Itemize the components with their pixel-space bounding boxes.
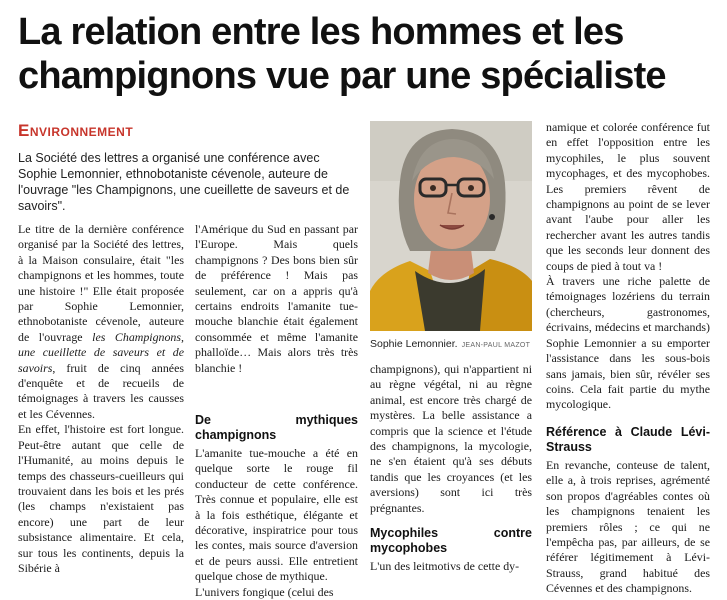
column-4 [546, 120, 710, 413]
subheading: Référence à Claude Lévi-Strauss [546, 425, 710, 454]
column-2 [195, 222, 358, 376]
article-headline: La relation entre les hommes et les champignons vue par une spécialiste [18, 11, 666, 97]
paragraph: champignons), qui n'appartient ni au règne végétal, ni au règne animal, est encore très chargé de mystères. La belle assistance a compris que la science et l'étude des champignons, la mycologie, ne s'en étaient qu'à ses débuts tandis que les croyances (et les aversions) sont ici très prégnantes. [370, 362, 532, 515]
paragraph: L'un des leitmotivs de cette dy- [370, 559, 520, 574]
column-4-section [546, 425, 710, 597]
column-2-section [195, 413, 358, 600]
article-lead: La Société des lettres a organisé une conférence avec Sophie Lemonnier, ethnobotaniste cévenole, auteure de l'ouvrage "les Champignons, une cueillette de saveurs et de savoirs". [18, 151, 350, 213]
portrait-photo [370, 121, 532, 331]
paragraph: namique et colorée conférence fut en effet l'opposition entre les mycophiles, le plus souvent mycophages, et des mycophobes. Les premiers rêvent de champignons au point de se lever avant l'aube pour aller les rechercher avant les autres tandis que les seconds leur donnent des coups de pied à tout va ! [546, 120, 710, 273]
paragraph: À travers une riche palette de témoignages lozériens du terrain (chercheurs, gastronomes, écrivains, médecins et marchands) Sophie Lemonnier a su emporter l'assistance dans les sous-bois sans jamais, bien sûr, révéler ses coins. Cela fait partie du mythe mycologique. [546, 274, 710, 412]
paragraph: l'Amérique du Sud en passant par l'Europe. Mais quels champignons ? Des bons bien sûr de préférence ! Mais pas seulement, car on a appris qu'à certains endroits l'amanite tue-mouche blanchie était également consommée et même l'amanite phalloïde… Mais alors très très blanchie ! [195, 222, 358, 375]
paragraph: En effet, l'histoire est fort longue. Peut-être autant que celle de l'Humanité, au moins depuis le temps des chasseurs-cueilleurs qui trouvaient dans les bois et les prés (les champs n'existaient pas encore) une part de leur subsistance alimentaire. Et cela, sur tous les continents, depuis la Sibérie à [18, 422, 184, 575]
portrait-illustration [370, 121, 532, 331]
photo-credit: JEAN-PAUL MAZOT [461, 342, 531, 349]
subheading: Mycophiles contre mycophobes [370, 526, 532, 556]
book-title: les Champignons, une cueillette de saveurs et de savoirs [18, 329, 184, 375]
text-run: , fruit de cinq années d'enquête et de recueils de témoignages à travers les causses et les Cévennes. [18, 360, 184, 421]
column-1 [18, 222, 184, 576]
column-3 [370, 362, 532, 574]
text-run: Le titre de la dernière conférence organisé par la Société des lettres, à la Maison consulaire, était "les champignons et les hommes, toute une histoire !" Elle était proposée par Sophie Lemonnier, ethnobotaniste cévenole, auteure de l'ouvrage [18, 222, 184, 344]
paragraph: L'amanite tue-mouche a été en quelque sorte le rouge fil conducteur de cette conférence. Très connue et populaire, elle est à la fois esthétique, élégante et décorative, inspiratrice pour tous les contes, mais source d'aversion et de peurs aussi. Elle entretient quelque chose de mythique. [195, 446, 358, 584]
caption-text: Sophie Lemonnier. [370, 338, 458, 350]
section-rubric: Environnement [18, 121, 134, 140]
photo-caption [370, 338, 540, 350]
paragraph: En revanche, conteuse de talent, elle a, à trois reprises, agrémenté son propos d'agréables contes où les champignons tenaient les premiers rôles ; ce qui ne l'empêcha pas, par ailleurs, de se référer légitimement à Lévi-Strauss, grand habitué des Cévennes et des champignons. [546, 458, 710, 596]
subheading: De mythiques champignons [195, 413, 358, 442]
paragraph: L'univers fongique (celui des [195, 584, 334, 599]
paragraph [18, 222, 184, 422]
